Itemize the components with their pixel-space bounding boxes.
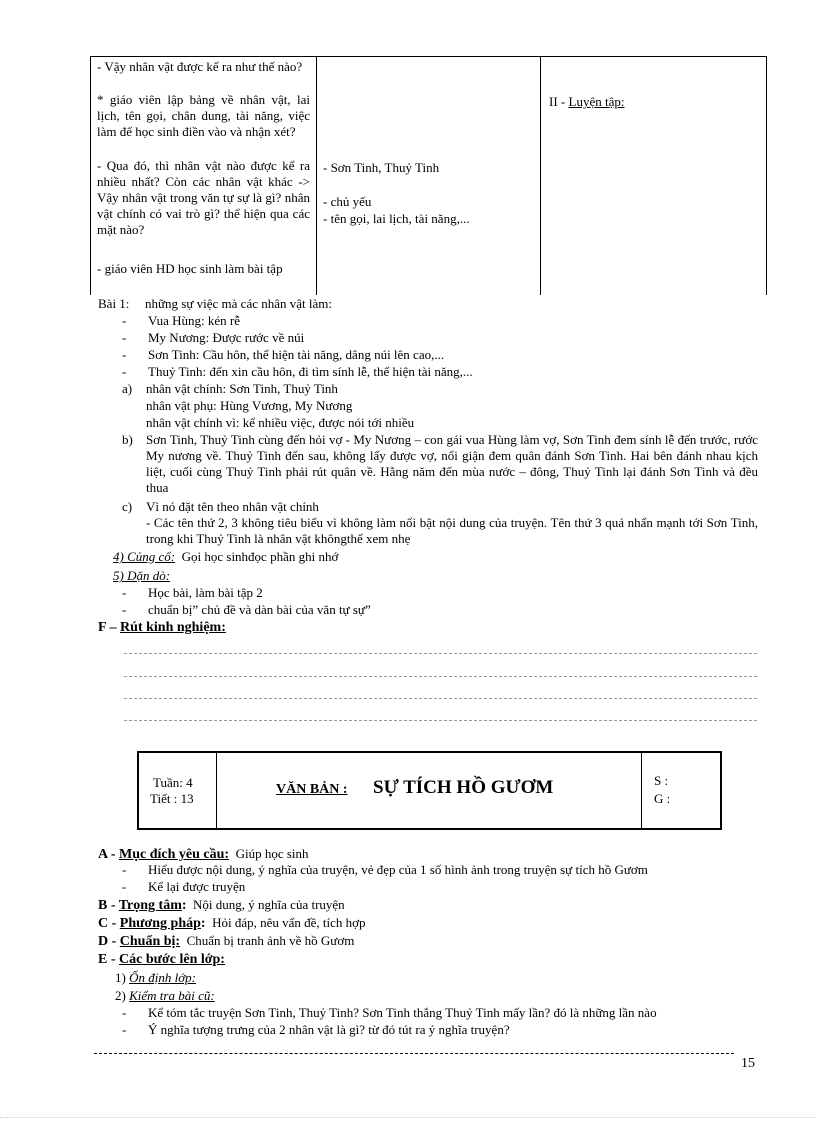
tuan: Tuần: 4 [153,775,193,790]
section-b: B - Trọng tâm: Nội dung, ý nghĩa của truyện [98,897,345,913]
table-col1-text1: - Vậy nhân vật được kể ra như thế nào? [97,59,303,74]
section-e: E - Các bước lên lớp: [98,952,225,967]
rut-kinh-nghiem: F – Rút kinh nghiệm: [98,620,226,635]
section-e-step2: 2) Kiểm tra bài cũ: [115,988,215,1003]
section-e-step1: 1) Ổn định lớp: [115,970,196,985]
note-line-1 [124,653,757,654]
table-col1-text4: - giáo viên HD học sinh làm bài tập [97,261,283,276]
table-col3-heading: II - Luyện tập: [549,94,625,109]
table-col2-text2: - chủ yếu [323,194,372,209]
note-line-3 [124,698,757,699]
section-c: C - Phương pháp: Hỏi đáp, nêu vấn đề, tích hợp [98,915,366,931]
bai1-c-label: c) [122,499,133,514]
section-d: D - Chuẩn bị: Chuẩn bị tranh ảnh về hồ Gươm [98,933,355,949]
bai1-text: những sự việc mà các nhân vật làm: [145,296,333,311]
van-ban-label: VĂN BẢN : [276,782,348,797]
cungco: 4) Củng cố: Gọi học sinhđọc phần ghi nhớ [113,549,339,564]
bai1-label: Bài 1: [98,296,130,311]
bai1-a-line2: nhân vật phụ: Hùng Vương, My Nương [146,398,353,413]
page-bottom-edge [0,1117,816,1118]
bai1-b-label: b) [122,432,133,447]
bai1-c-text: - Các tên thứ 2, 3 không tiêu biểu vì không làm nổi bật nội dung của truyện. Tên thứ 3 quá nhấn mạnh tới Sơn Tinh, trong khi Thuỷ Tinh là nhân vật khôngthể xem nhẹ [146,515,758,546]
bai1-a-line1: nhân vật chính: Sơn Tinh, Thuỷ Tinh [146,381,338,396]
s-field: S : [654,773,669,788]
note-line-2 [124,676,757,677]
table-col2-text3: - tên gọi, lai lịch, tài năng,... [323,211,470,226]
lesson-title: SỰ TÍCH HỒ GƯƠM [373,777,554,798]
bai1-c-line1: Vì nó đặt tên theo nhân vật chính [146,499,319,514]
section-a: A - Mục đích yêu cầu: Giúp học sinh [98,846,309,862]
tiet: Tiết : 13 [150,791,194,806]
page-number: 15 [741,1056,755,1071]
table-col2-text1: - Sơn Tinh, Thuỷ Tinh [323,160,440,175]
bai1-b-text: Sơn Tinh, Thuỷ Tinh cùng đến hỏi vợ - My Nương – con gái vua Hùng làm vợ, Sơn Tinh đem sính lễ đến trước, rước My nương về. Thuỷ Tinh đến sau, không lấy được vợ, nổi giận đem quân đánh Sơn Tinh. Hai bên đánh nhau kịch liệt, cuối cùng Thuỷ Tinh phải rút quân về. Hằng năm đến mùa nước – đông, Thuỷ Tinh lại đánh Sơn Tinh và đều thua [146,432,758,495]
activity-table [90,56,767,295]
bai1-a-line3: nhân vật chính vì: kể nhiều việc, được nói tới nhiều [146,415,415,430]
footer-rule [94,1053,734,1054]
table-col1-text3: - Qua đó, thì nhân vật nào được kể ra nhiều nhất? Còn các nhân vật khác -> Vậy nhân vật trong văn tự sự là gì? nhân vật chính có vai trò gì? thể hiện qua các mặt nào? [97,158,310,237]
note-line-4 [124,720,757,721]
lesson-header-box [137,751,722,830]
table-col1-text2: * giáo viên lập bảng về nhân vật, lai lịch, tên gọi, chân dung, tài năng, việc làm để học sinh điền vào và nhận xét? [97,92,310,139]
bai1-a-label: a) [122,381,133,396]
g-field: G : [654,791,671,806]
dando-label: 5) Dặn dò: [113,568,171,583]
